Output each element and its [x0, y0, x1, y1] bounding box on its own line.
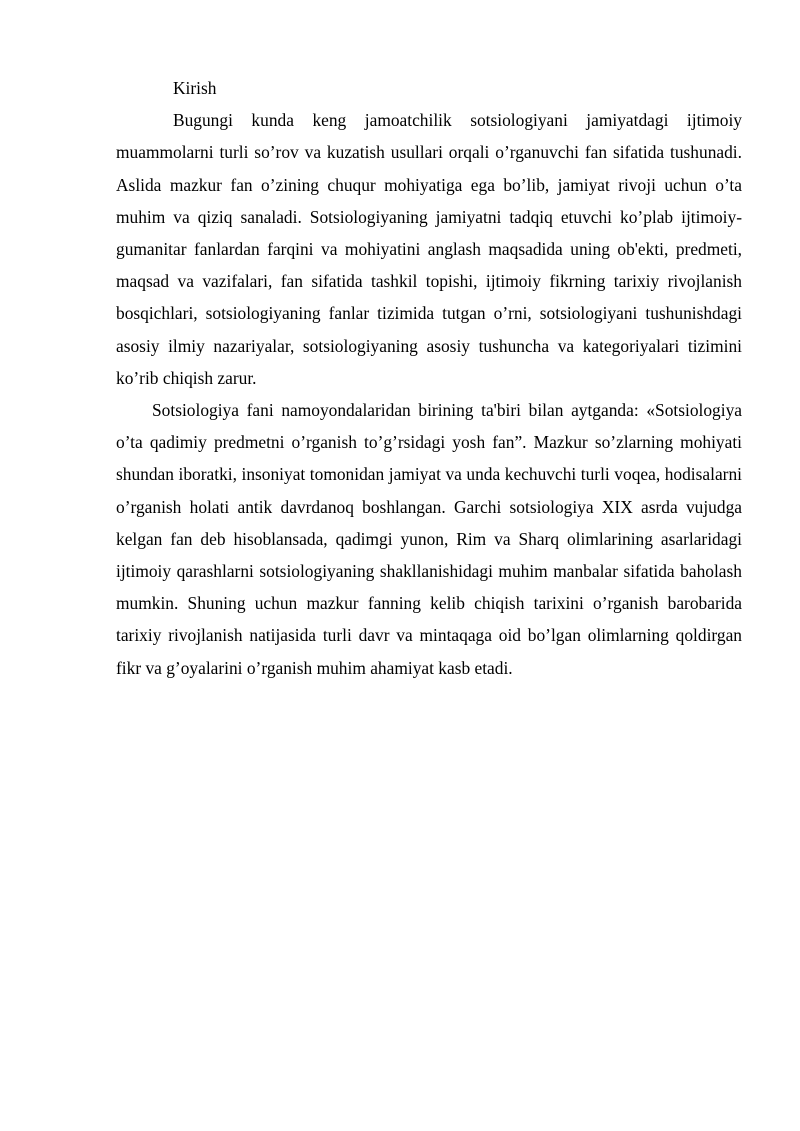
document-body — [116, 72, 742, 684]
paragraph-intro: Bugungi kunda keng jamoatchilik sotsiologiyani jamiyatdagi ijtimoiy muammolarni turli so’rov va kuzatish usullari orqali o’rganuvchi fan sifatida tushunadi. Aslida mazkur fan o’zining chuqur mohiyatiga ega bo’lib, jamiyat rivoji uchun o’ta muhim va qiziq sanaladi. Sotsiologiyaning jamiyatni tadqiq etuvchi ko’plab ijtimoiy-gumanitar fanlardan farqini va mohiyatini anglash maqsadida uning ob'ekti, predmeti, maqsad va vazifalari, fan sifatida tashkil topishi, ijtimoiy fikrning tarixiy rivojlanish bosqichlari, sotsiologiyaning fanlar tizimida tutgan o’rni, sotsiologiyani tushunishdagi asosiy ilmiy nazariyalar, sotsiologiyaning asosiy tushuncha va kategoriyalari tizimini ko’rib chiqish zarur. — [116, 110, 742, 388]
paragraph-history: Sotsiologiya fani namoyondalaridan birining ta'biri bilan aytganda: «Sotsiologiya o’ta qadimiy predmetni o’rganish to’g’rsidagi yosh fan”. Mazkur so’zlarning mohiyati shundan iboratki, insoniyat tomonidan jamiyat va unda kechuvchi turli voqea, hodisalarni o’rganish holati antik davrdanoq boshlangan. Garchi sotsiologiya XIX asrda vujudga kelgan fan deb hisoblansada, qadimgi yunon, Rim va Sharq olimlarining asarlaridagi ijtimoiy qarashlarni sotsiologiyaning shakllanishidagi muhim manbalar sifatida baholash mumkin. Shuning uchun mazkur fanning kelib chiqish tarixini o’rganish barobarida tarixiy rivojlanish natijasida turli davr va mintaqaga oid bo’lgan olimlarning qoldirgan fikr va g’oyalarini o’rganish muhim ahamiyat kasb etadi. — [116, 400, 742, 678]
section-heading: Kirish — [173, 78, 217, 98]
